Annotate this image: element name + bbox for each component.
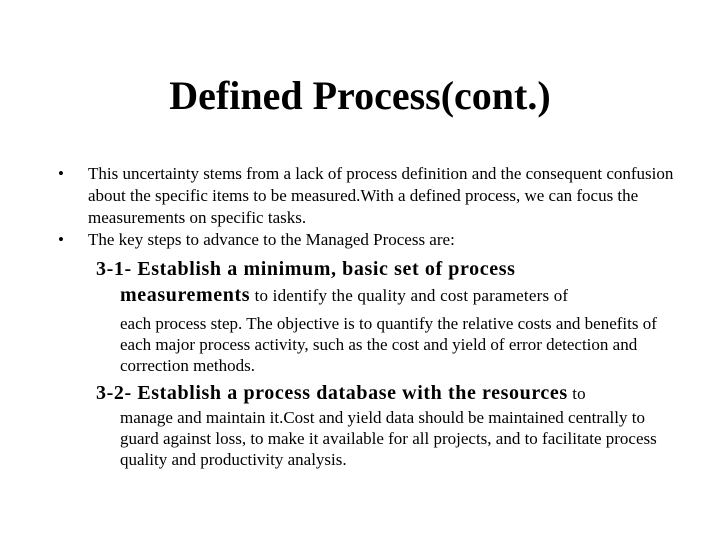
step-heading-keyword: measurements: [120, 284, 251, 306]
step-item: [96, 380, 666, 470]
bullet-marker: •: [58, 164, 64, 183]
step-heading-continuation: [96, 282, 666, 309]
slide-title: Defined Process(cont.): [169, 73, 551, 118]
bullet-text: The key steps to advance to the Managed Process are:: [88, 230, 455, 249]
step-heading-tail: to identify the quality and cost parameters of: [250, 286, 569, 305]
step-body: manage and maintain it.Cost and yield data should be maintained centrally to guard against loss, to make it available for all projects, and to facilitate process quality and productivity analysis.: [120, 408, 657, 469]
step-body: each process step. The objective is to quantify the relative costs and benefits of each major process activity, such as the cost and yield of error detection and correction methods.: [120, 314, 657, 375]
step-heading-title: 3-2- Establish a process database with the resources: [96, 382, 568, 404]
step-heading-tail: to: [567, 384, 586, 403]
bullet-marker: •: [58, 230, 64, 249]
step-heading: [96, 256, 666, 282]
step-heading: [96, 380, 666, 407]
step-item: [96, 256, 666, 376]
step-heading-title: 3-1- Establish a minimum, basic set of process: [96, 258, 516, 280]
bullet-text: This uncertainty stems from a lack of process definition and the consequent confusion about the specific items to be measured.With a defined process, we can focus the measurements on specific tasks.: [88, 164, 674, 227]
